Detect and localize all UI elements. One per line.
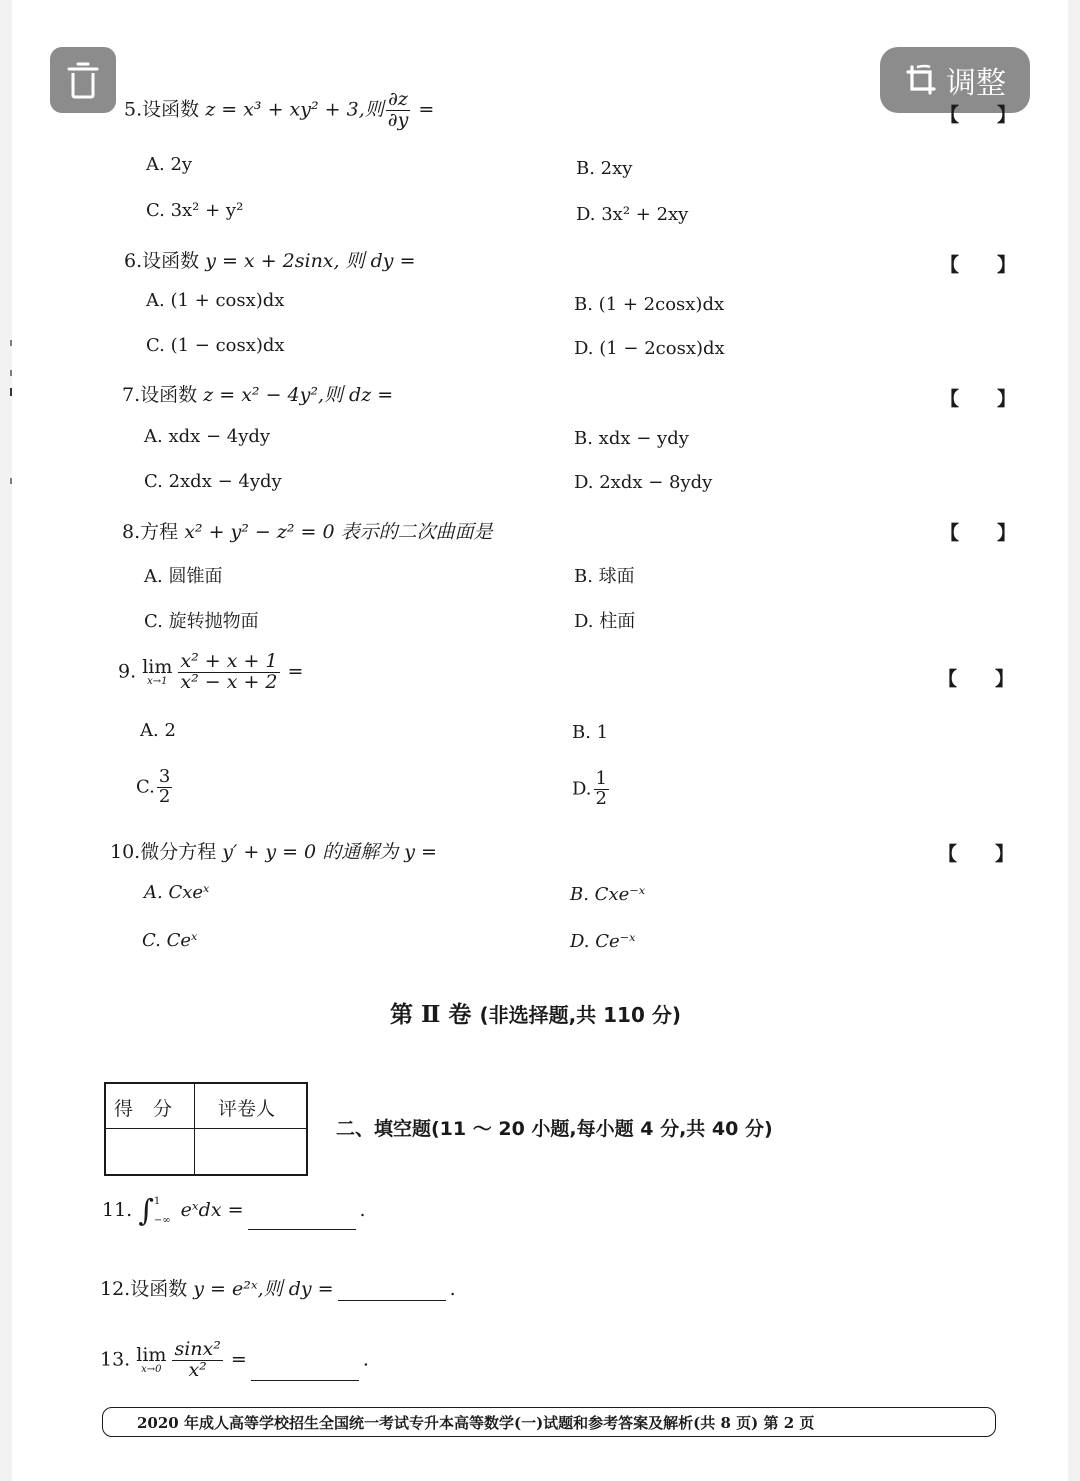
question-expression: x² + y² − z² = 0 表示的二次曲面是 — [184, 521, 493, 543]
adjust-label: 调整 — [946, 66, 1006, 101]
question-expression: y = e²ˣ,则 dy = — [193, 1278, 334, 1300]
answer-bracket: 【】 — [940, 254, 1055, 276]
question-number: 6. — [124, 250, 143, 272]
question-stem: 设函数 — [142, 250, 200, 272]
option-a: A. xdx − 4ydy — [144, 426, 271, 447]
question-number: 10. — [110, 841, 141, 863]
option-b: B. 2xy — [576, 158, 633, 179]
question-expression: z = x³ + xy² + 3,则 — [205, 98, 384, 121]
limit: lim x→0 — [136, 1343, 167, 1375]
page-footer: 2020 年成人高等学校招生全国统一考试专升本高等数学(一)试题和参考答案及解析(共 8 页) 第 2 页 — [102, 1407, 996, 1437]
option-a: A. 圆锥面 — [144, 566, 223, 587]
fraction: $\frac{1}{2}$ — [595, 768, 607, 809]
question-number: 8. — [122, 521, 141, 543]
question-number: 13. — [100, 1348, 131, 1371]
option-a: A. 2y — [146, 154, 193, 175]
option-c: C. 旋转抛物面 — [144, 611, 259, 632]
fill-in-heading: 二、填空题(11 ～ 20 小题,每小题 4 分,共 40 分) — [336, 1118, 773, 1140]
question-5 — [124, 90, 434, 131]
fraction: $\frac{3}{2}$ — [158, 766, 171, 807]
answer-bracket: 【】 — [940, 388, 1055, 410]
edge-marks — [8, 340, 14, 490]
integral-limits: 1 −∞ — [153, 1196, 171, 1226]
option-d: D. $\frac{1}{2}$ — [572, 768, 607, 809]
partial-derivative: $\frac{\partial z}{\partial y}$ — [387, 88, 409, 131]
question-number: 12. — [100, 1278, 131, 1300]
answer-bracket: 【】 — [940, 522, 1055, 544]
answer-blank[interactable] — [248, 1211, 356, 1230]
question-7 — [122, 380, 393, 407]
crop-rotate-icon — [904, 63, 938, 97]
option-c: C. $\frac{3}{2}$ — [136, 766, 171, 807]
fraction: $\frac{\text{x² + x + 1}}{\text{x² − x + 2}}$ — [180, 650, 278, 693]
option-a: A. 2 — [140, 720, 176, 741]
score-table — [104, 1082, 308, 1176]
option-d: D. Ce⁻ˣ — [570, 931, 636, 952]
option-d: D. 3x² + 2xy — [576, 204, 689, 225]
option-c: C. 2xdx − 4ydy — [144, 471, 282, 492]
question-number: 11. — [102, 1199, 133, 1221]
trash-icon — [66, 61, 100, 99]
option-b: B. Cxe⁻ˣ — [570, 884, 646, 905]
option-a: A. (1 + cosx)dx — [146, 290, 285, 311]
question-12: 12.设函数 y = e²ˣ,则 dy = . — [100, 1278, 456, 1300]
option-a: A. Cxeˣ — [144, 882, 210, 903]
grader-label: 评卷人 — [218, 1098, 276, 1120]
option-b: B. 1 — [572, 722, 609, 743]
answer-bracket: 【】 — [940, 104, 1055, 126]
option-d: D. 2xdx − 8ydy — [574, 472, 713, 493]
answer-bracket: 【】 — [938, 843, 1053, 865]
integral-sign: ∫ — [138, 1193, 154, 1229]
option-d: D. (1 − 2cosx)dx — [574, 338, 725, 359]
question-expression: eˣdx = — [180, 1199, 244, 1221]
answer-blank[interactable] — [251, 1362, 359, 1381]
question-number: 7. — [122, 384, 141, 406]
question-13: 13. lim x→0 $\frac{\text{sinx²}}{\text{x²}}$ = . — [100, 1338, 369, 1381]
question-6 — [124, 246, 416, 273]
question-stem: 微分方程 — [140, 841, 217, 863]
question-expression: y = x + 2sinx, 则 dy = — [205, 250, 416, 272]
answer-bracket: 【】 — [938, 668, 1053, 690]
question-11: 11. ∫ 1 −∞ eˣdx = . — [102, 1193, 366, 1229]
question-stem: 设函数 — [140, 384, 198, 406]
option-b: B. 球面 — [574, 566, 635, 587]
question-10 — [110, 837, 437, 864]
score-label: 得分 — [114, 1098, 193, 1120]
question-expression: y′ + y = 0 的通解为 y = — [222, 841, 437, 863]
question-expression: z = x² − 4y²,则 dz = — [203, 384, 394, 406]
option-c: C. Ceˣ — [142, 930, 198, 951]
equals-sign: = — [418, 98, 435, 121]
option-b: B. (1 + 2cosx)dx — [574, 294, 725, 315]
option-c: C. (1 − cosx)dx — [146, 335, 285, 356]
question-stem: 设函数 — [130, 1278, 188, 1300]
score-table-divider — [194, 1084, 195, 1174]
question-9 — [118, 652, 303, 693]
answer-blank[interactable] — [338, 1282, 446, 1301]
question-stem: 方程 — [140, 521, 179, 543]
delete-button[interactable] — [50, 47, 116, 113]
limit: lim x→1 — [142, 655, 173, 687]
option-c: C. 3x² + y² — [146, 200, 244, 221]
equals-sign: = — [287, 660, 304, 683]
question-8 — [122, 517, 493, 544]
option-b: B. xdx − ydy — [574, 428, 689, 449]
equals-sign: = — [230, 1348, 247, 1371]
question-number: 5. — [124, 98, 143, 121]
fraction: $\frac{\text{sinx²}}{\text{x²}}$ — [174, 1338, 221, 1381]
option-d: D. 柱面 — [574, 611, 636, 632]
question-number: 9. — [118, 660, 137, 683]
question-stem: 设函数 — [142, 98, 200, 121]
section-title: 第 Ⅱ 卷 (非选择题,共 110 分) — [390, 1001, 681, 1028]
